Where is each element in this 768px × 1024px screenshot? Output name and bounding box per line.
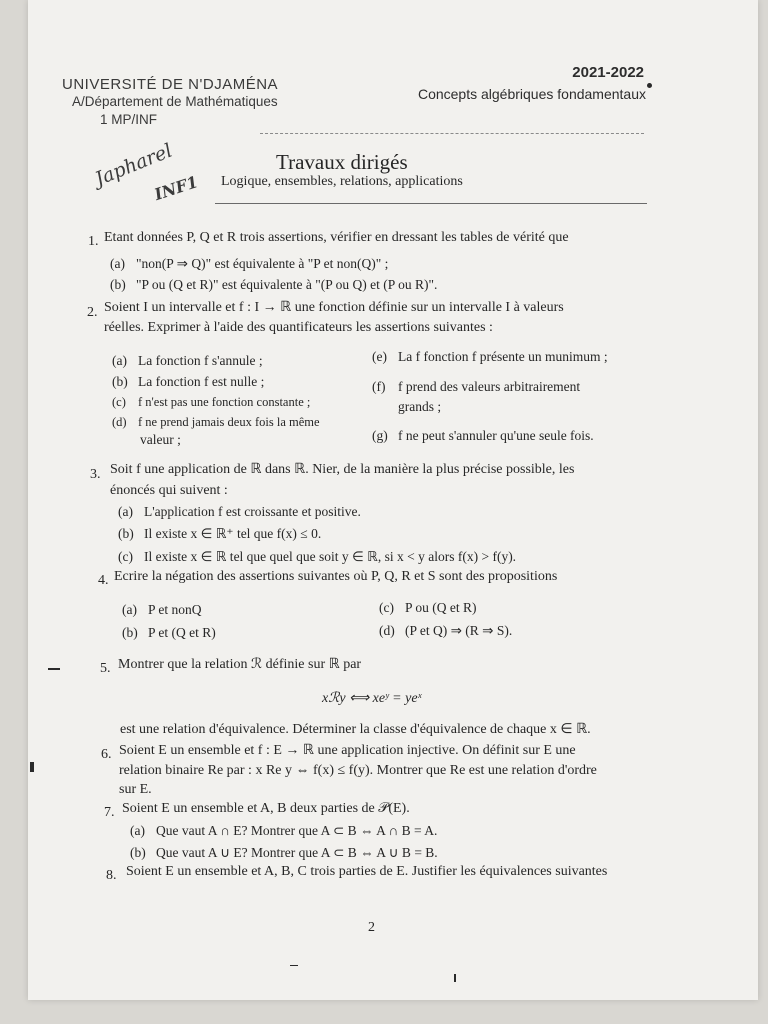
course-title: Concepts algébriques fondamentaux (417, 86, 646, 102)
title-rule (215, 203, 647, 204)
scan-mark (30, 762, 34, 772)
exercise-2-item: (g) f ne peut s'annuler qu'une seule fois. (372, 428, 594, 443)
exercise-2-item-cont: valeur ; (140, 432, 181, 447)
exercise-3-item: (c) Il existe x ∈ ℝ tel que quel que soit y ∈ ℝ, si x < y alors f(x) > f(y). (118, 549, 517, 564)
exercise-7-item: (a) Que vaut A ∩ E? Montrer que A ⊂ B ⇔ A ∩ B = A. (130, 823, 438, 838)
exercise-2-text: réelles. Exprimer à l'aide des quantificateurs les assertions suivantes : (104, 320, 493, 335)
exercise-4-number: 4. (98, 573, 109, 588)
exercise-6-number: 6. (101, 747, 112, 762)
exercise-2-number: 2. (87, 305, 98, 320)
exercise-8-text: Soient E un ensemble et A, B, C trois parties de E. Justifier les équivalences suivantes (126, 864, 608, 879)
exercise-2-item: (d) f ne prend jamais deux fois la même (112, 415, 320, 429)
exercise-5-text: est une relation d'équivalence. Déterminer la classe d'équivalence de chaque x ∈ ℝ. (120, 722, 591, 737)
exercise-7-number: 7. (104, 805, 115, 820)
class-level: 1 MP/INF (100, 112, 158, 127)
exercise-8-number: 8. (106, 868, 117, 883)
header-separator (260, 133, 644, 134)
scan-mark (290, 965, 298, 966)
exercise-3-text: énoncés qui suivent : (110, 483, 228, 498)
exercise-6-text: relation binaire Re par : x Re y ⇔ f(x) ≤ f(y). Montrer que Re est une relation d'ordre (119, 763, 597, 778)
page-title: Travaux dirigés (276, 150, 408, 174)
handwritten-tag: INF1 (152, 172, 201, 205)
exercise-2-item: (c) f n'est pas une fonction constante ; (112, 395, 311, 409)
exercise-2-text: Soient I un intervalle et f : I → ℝ une fonction définie sur un intervalle I à valeurs (104, 300, 564, 315)
exercise-1-item: (b) "P ou (Q et R)" est équivalente à "(P ou Q) et (P ou R)". (110, 277, 438, 292)
exercise-4-text: Ecrire la négation des assertions suivantes où P, Q, R et S sont des propositions (114, 569, 558, 584)
university-name: UNIVERSITÉ DE N'DJAMÉNA (62, 76, 279, 93)
exercise-3-item: (b) Il existe x ∈ ℝ⁺ tel que f(x) ≤ 0. (118, 526, 322, 541)
exercise-4-item: (a) P et nonQ (122, 602, 202, 617)
exercise-6-text: Soient E un ensemble et f : E → ℝ une application injective. On définit sur E une (119, 743, 576, 758)
exercise-1-text: Etant données P, Q et R trois assertions, vérifier en dressant les tables de vérité que (104, 230, 569, 245)
exercise-7-item: (b) Que vaut A ∪ E? Montrer que A ⊂ B ⇔ A ∪ B = B. (130, 845, 438, 860)
exercise-3-number: 3. (90, 467, 101, 482)
exercise-7-text: Soient E un ensemble et A, B deux parties de 𝒫(E). (122, 801, 410, 816)
exercise-6-text: sur E. (119, 782, 152, 797)
exercise-5-number: 5. (100, 661, 111, 676)
exercise-3-text: Soit f une application de ℝ dans ℝ. Nier, de la manière la plus précise possible, les (110, 462, 575, 477)
scan-mark (48, 668, 60, 670)
exercise-4-item: (b) P et (Q et R) (122, 625, 216, 640)
exercise-1-item: (a) "non(P ⇒ Q)" est équivalente à "P et non(Q)" ; (110, 256, 389, 271)
exercise-2-item: (a) La fonction f s'annule ; (112, 353, 263, 368)
page-subtitle: Logique, ensembles, relations, applications (221, 174, 463, 189)
exercise-2-item: (b) La fonction f est nulle ; (112, 374, 265, 389)
exercise-4-item: (d) (P et Q) ⇒ (R ⇒ S). (379, 623, 513, 638)
dot-mark (647, 83, 652, 88)
exercise-2-item: (f) f prend des valeurs arbitrairement (372, 379, 581, 394)
exercise-5-text: Montrer que la relation ℛ définie sur ℝ par (118, 657, 362, 672)
academic-year: 2021-2022 (572, 64, 644, 81)
handwritten-name: Japharel (92, 139, 176, 191)
exercise-1-number: 1. (88, 234, 99, 249)
exercise-4-item: (c) P ou (Q et R) (379, 600, 477, 615)
exercise-3-item: (a) L'application f est croissante et positive. (118, 504, 361, 519)
exercise-2-item-cont: grands ; (398, 399, 442, 414)
scan-mark (454, 974, 456, 982)
exercise-2-item: (e) La f fonction f présente un munimum ; (372, 349, 608, 364)
page-number: 2 (368, 920, 375, 935)
department-name: A/Département de Mathématiques (72, 94, 278, 109)
exercise-5-formula: xℛy ⟺ xeʸ = yeˣ (322, 691, 422, 706)
